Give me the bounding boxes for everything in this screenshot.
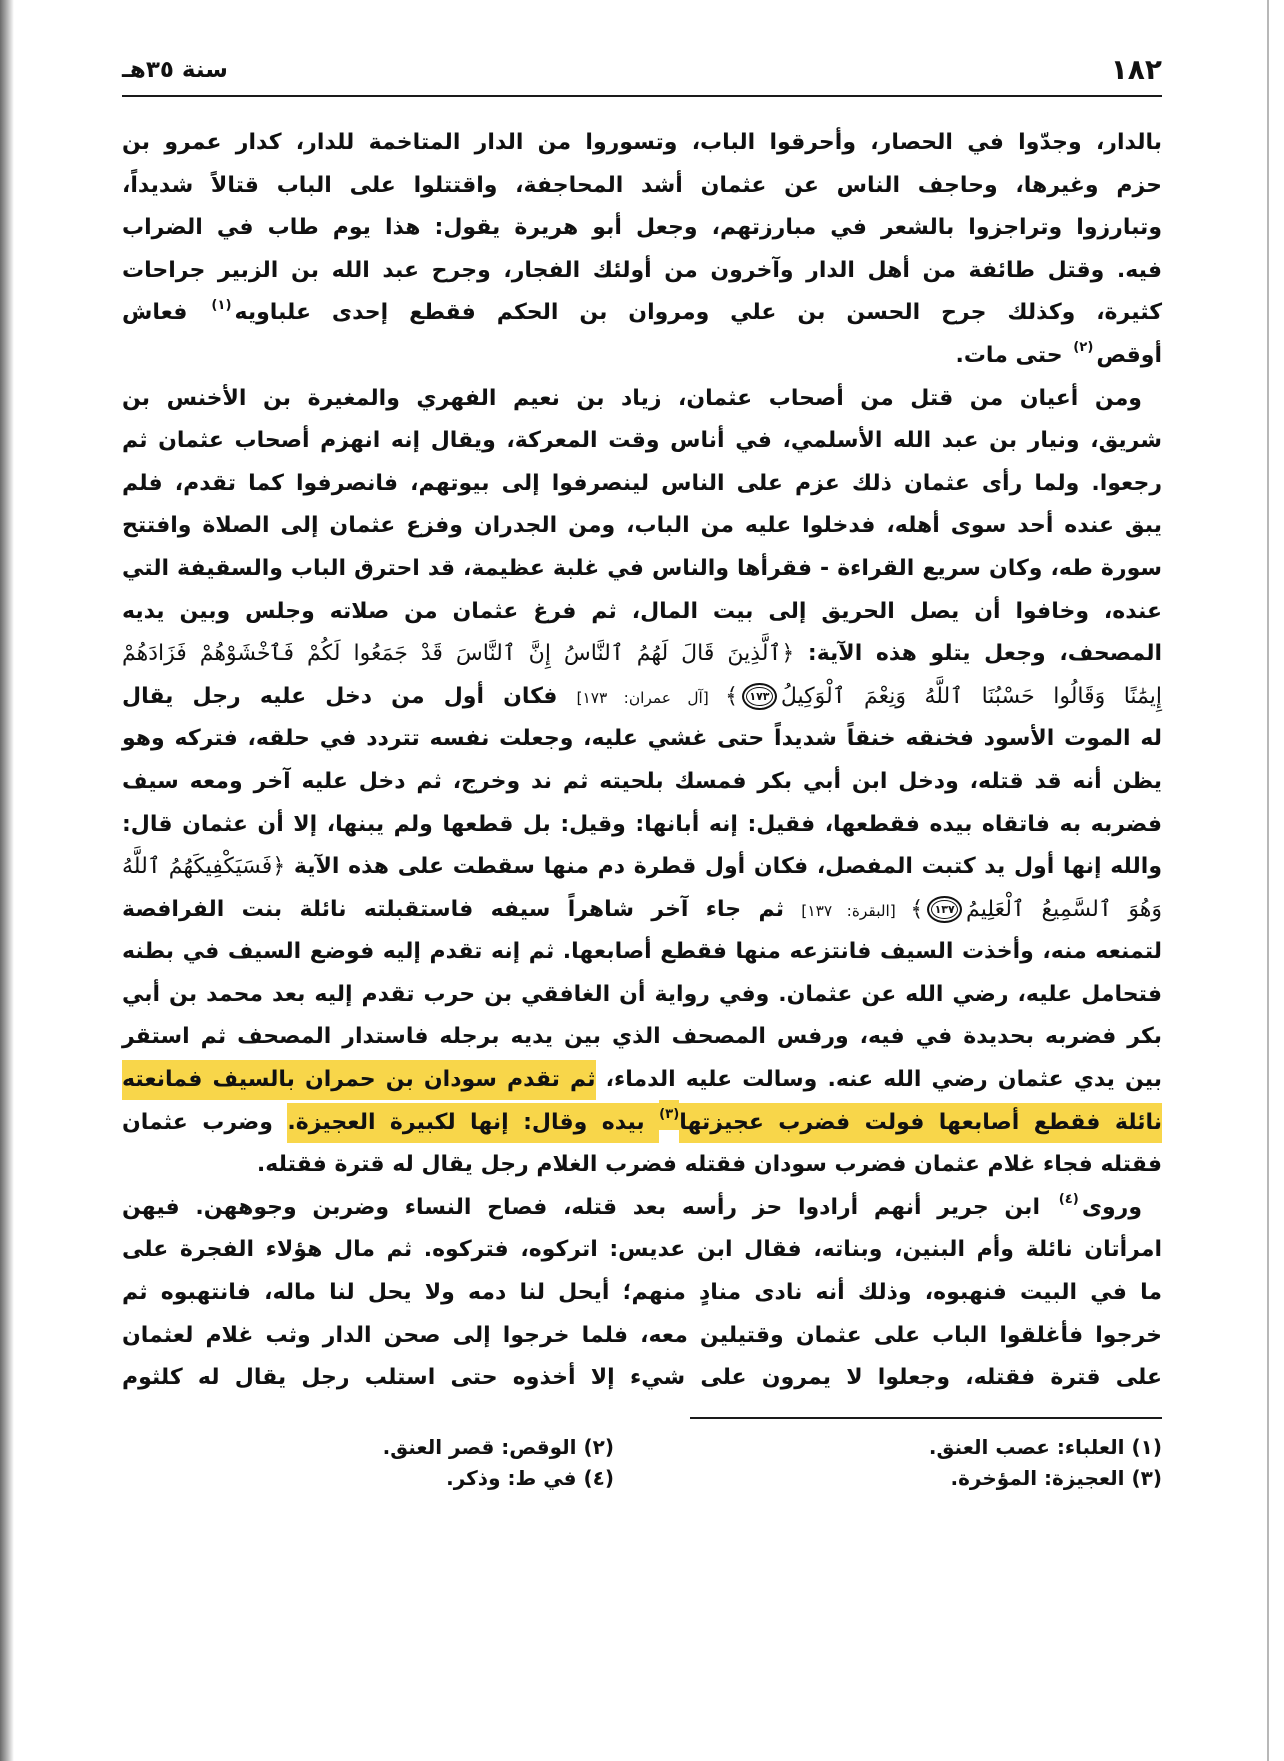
text-line <box>122 1016 1162 1059</box>
text-line <box>122 1102 1162 1145</box>
footnote-item: (١) العلباء: عصب العنق. <box>928 1435 1162 1459</box>
footnote-rule <box>690 1417 1162 1419</box>
quran-verse-text: ﴿ٱلَّذِينَ قَالَ لَهُمُ ٱلنَّاسُ إِنَّ ٱلنَّاسَ قَدْ جَمَعُوا لَكُمْ فَٱخْشَوْهُمْ فَزَادَهُمْ <box>122 641 795 667</box>
text-line <box>122 1144 1162 1187</box>
text-line <box>122 548 1162 591</box>
text-run: كثيرة، وكذلك جرح الحسن بن علي ومروان بن الحكم فقطع إحدى علباويه <box>234 300 1162 326</box>
footnotes <box>122 1432 1162 1493</box>
text-run: وتبارزوا وتراجزوا بالشعر في مبارزتهم، وجعل أبو هريرة يقول: هذا يوم طاب في الضراب <box>122 215 1162 241</box>
text-line <box>122 591 1162 634</box>
verse-number-badge: ١٧٣ <box>742 683 777 710</box>
text-line <box>122 1229 1162 1272</box>
text-line <box>122 804 1162 847</box>
quran-verse-text: وَهُوَ ٱلسَّمِيعُ ٱلْعَلِيمُ <box>966 896 1162 922</box>
text-line <box>122 676 1162 719</box>
text-run: بالدار، وجدّوا في الحصار، وأحرقوا الباب، وتسوروا من الدار المتاخمة للدار، كدار عمرو بن <box>122 130 1162 155</box>
text-line <box>122 505 1162 548</box>
surah-citation: [البقرة: ١٣٧] <box>801 901 911 920</box>
footnote-marker: (٤) <box>1058 1192 1079 1208</box>
quran-verse-text: إِيمَٰنًا وَقَالُوا حَسْبُنَا ٱللَّهُ وَنِعْمَ ٱلْوَكِيلُ <box>780 683 1162 709</box>
text-line <box>122 165 1162 208</box>
quran-verse-text: ﴾ <box>910 896 924 922</box>
text-run: رجعوا. ولما رأى عثمان ذلك عزم على الناس لينصرفوا إلى بيوتهم، فانصرفوا كما تقدم، فلم <box>122 470 1162 496</box>
text-line <box>122 1357 1162 1400</box>
text-line <box>122 207 1162 250</box>
text-run: فعاش <box>122 300 209 326</box>
text-run: خرجوا فأغلقوا الباب على عثمان وقتيلين معه، فلما خرجوا إلى صحن الدار وثب غلام لعثمان <box>122 1322 1162 1348</box>
page-edge-right <box>1267 0 1269 1761</box>
text-line <box>122 378 1162 421</box>
text-run: ثم جاء آخر شاهراً سيفه فاستقبلته نائلة بنت الفرافصة <box>122 896 802 922</box>
running-head: سنة ٣٥هـ <box>122 57 228 83</box>
paragraph <box>122 122 1162 378</box>
text-line <box>122 463 1162 506</box>
text-run: حتى مات. <box>955 342 1071 368</box>
text-run: على قترة فقتله، وجعلوا لا يمرون على شيء إلا أخذوه حتى استلب رجل يقال له كلثوم <box>122 1365 1162 1391</box>
highlighted-text: نائلة فقطع أصابعها فولت فضرب عجيزتها <box>679 1103 1162 1143</box>
text-line <box>122 1059 1162 1102</box>
body-text <box>122 122 1162 1400</box>
text-line <box>122 931 1162 974</box>
footnote-marker: (١) <box>211 297 232 313</box>
footnote-item: (٤) في ط: وذكر. <box>446 1466 614 1490</box>
text-run: حزم وغيرها، وحاجف الناس عن عثمان أشد المحاجفة، واقتتلوا على الباب قتالاً شديداً، <box>122 172 1162 198</box>
text-run: يبق عنده أحد سوى أهله، فدخلوا عليه من الباب، ومن الجدران وفزع عثمان إلى الصلاة وافتتح <box>122 513 1162 539</box>
text-run: لتمنعه منه، وأخذت السيف فانتزعه منها فقطع أصابعها. ثم إنه تقدم إليه فوضع السيف في بطنه <box>122 939 1162 965</box>
text-line <box>122 761 1162 804</box>
quran-verse-text: ﴾ <box>725 683 739 709</box>
text-line <box>122 889 1162 932</box>
text-run: امرأتان نائلة وأم البنين، وبناته، فقال ابن عديس: اتركوه، فتركوه. ثم مال هؤلاء الفجرة على <box>122 1237 1162 1263</box>
text-run: ومن أعيان من قتل من أصحاب عثمان، زياد بن نعيم الفهري والمغيرة بن الأخنس بن <box>122 385 1142 411</box>
text-line <box>122 250 1162 293</box>
text-run: أوقص <box>1096 342 1162 368</box>
footnote-marker: (٣) <box>659 1100 679 1130</box>
footnote-item: (٢) الوقص: قصر العنق. <box>382 1435 614 1459</box>
verse-number-badge: ١٣٧ <box>927 896 962 923</box>
surah-citation: [آل عمران: ١٧٣] <box>576 688 726 707</box>
text-run: ما في البيت فنهبوه، وذلك أنه نادى منادٍ منهم؛ أيحل لنا دمه ولا يحل لنا ماله، فانتهبوه ثم <box>122 1280 1162 1306</box>
page-number: ١٨٢ <box>1110 53 1162 86</box>
text-run: فتحامل عليه، رضي الله عن عثمان. وفي رواية أن الغافقي بن حرب تقدم إليه بعد محمد بن أبي <box>122 981 1162 1007</box>
text-run: فضربه به فاتقاه بيده فقطعها، فقيل: إنه أبانها: وقيل: بل قطعها ولم يبنها، إلا أن عثمان قال: <box>122 811 1162 837</box>
paragraph <box>122 378 1162 1187</box>
text-line <box>122 1187 1162 1230</box>
text-run: وضرب عثمان <box>122 1109 288 1135</box>
text-run: والله إنها أول يد كتبت المفصل، فكان أول قطرة دم منها سقطت على هذه الآية <box>285 854 1162 880</box>
text-run: المصحف، وجعل يتلو هذه الآية: <box>794 641 1163 667</box>
text-run: يظن أنه قد قتله، ودخل ابن أبي بكر فمسك بلحيته ثم ند وخرج، ثم دخل عليه آخر ومعه سيف <box>122 768 1162 794</box>
text-run: شريق، ونيار بن عبد الله الأسلمي، في أناس وقت المعركة، ويقال إنه انهزم أصحاب عثمان ثم <box>122 428 1162 454</box>
text-line <box>122 122 1162 165</box>
text-line <box>122 420 1162 463</box>
text-run: بين يدي عثمان رضي الله عنه. وسالت عليه الدماء، <box>595 1067 1162 1093</box>
text-line <box>122 292 1162 335</box>
text-run: ابن جرير أنهم أرادوا حز رأسه بعد قتله، فصاح النساء وضربن وجوههن. فيهن <box>122 1194 1056 1220</box>
text-run: بكر فضربه بحديدة في فيه، ورفس المصحف الذي بين يديه برجله فاستدار المصحف ثم استقر <box>122 1024 1162 1050</box>
text-run: فكان أول من دخل عليه رجل يقال <box>122 683 577 709</box>
text-line <box>122 718 1162 761</box>
text-line <box>122 846 1162 889</box>
highlighted-text: ثم تقدم سودان بن حمران بالسيف فمانعته <box>122 1060 596 1100</box>
text-line <box>122 633 1162 676</box>
text-run: عنده، وخافوا أن يصل الحريق إلى بيت المال، ثم فرغ عثمان من صلاته وجلس وبين يديه <box>122 598 1162 624</box>
highlighted-text: بيده وقال: إنها لكبيرة العجيزة. <box>287 1103 659 1143</box>
quran-verse-text: ﴿فَسَيَكْفِيكَهُمُ ٱللَّهُ <box>122 854 286 880</box>
text-line <box>122 974 1162 1017</box>
page-header <box>122 50 1162 90</box>
text-run: فيه. وقتل طائفة من أهل الدار وآخرون من أولئك الفجار، وجرح عبد الله بن الزبير جراحات <box>122 257 1162 283</box>
text-run: له الموت الأسود فخنقه خنقاً شديداً حتى غشي عليه، وجعلت نفسه تتردد في حلقه، فتركه وهو <box>122 726 1162 752</box>
footnote-marker: (٢) <box>1073 340 1094 356</box>
text-line <box>122 1315 1162 1358</box>
text-line <box>122 1272 1162 1315</box>
text-run: سورة طه، وكان سريع القراءة - فقرأها والناس في غلبة عظيمة، قد احترق الباب والسقيفة التي <box>122 555 1162 581</box>
text-line <box>122 335 1162 378</box>
header-rule <box>122 95 1162 97</box>
footnote-item: (٣) العجيزة: المؤخرة. <box>950 1466 1162 1490</box>
text-run: وروى <box>1081 1194 1142 1220</box>
text-run: فقتله فجاء غلام عثمان فضرب سودان فقتله فضرب الغلام رجل يقال له قترة فقتله. <box>256 1152 1162 1178</box>
page-edge-left <box>0 0 14 1761</box>
paragraph <box>122 1187 1162 1400</box>
